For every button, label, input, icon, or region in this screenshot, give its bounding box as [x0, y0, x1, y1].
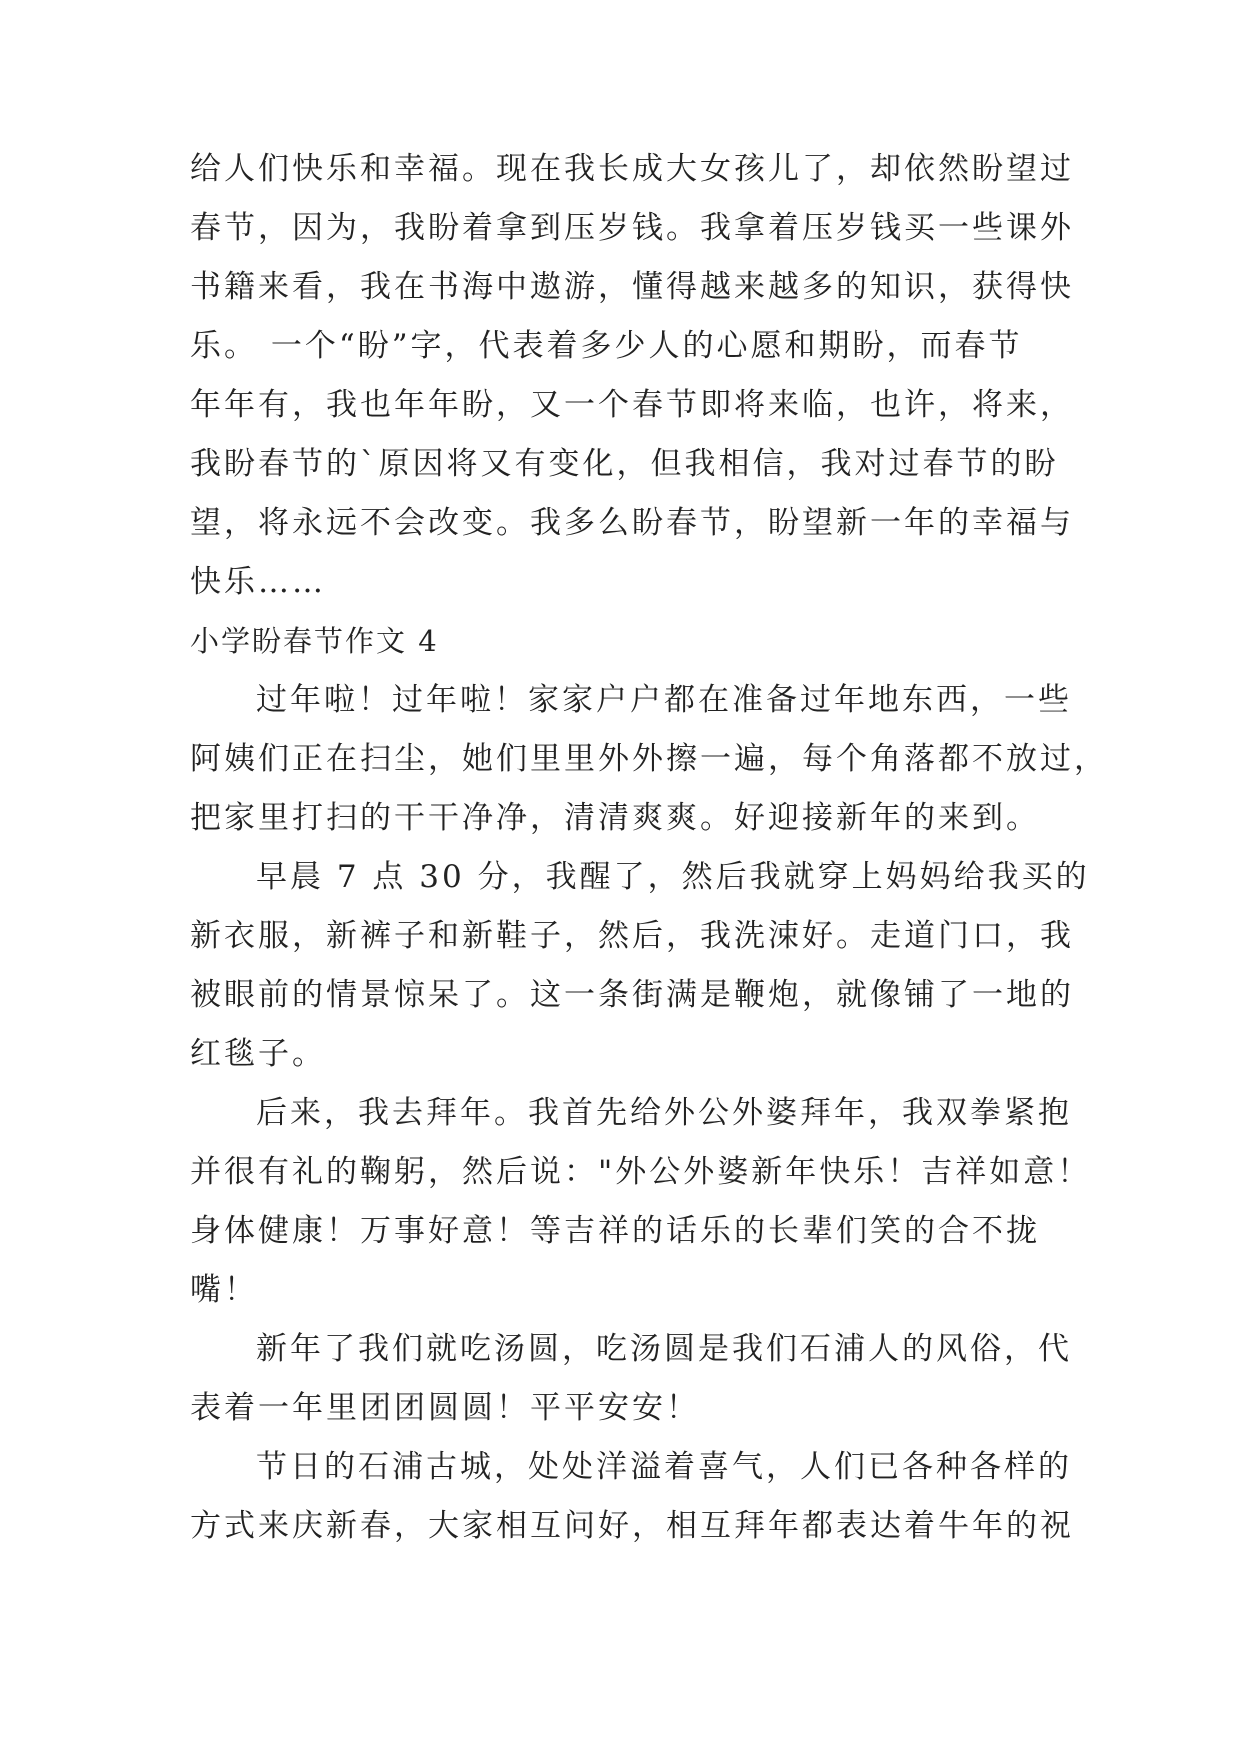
text-line: 身体健康！万事好意！等吉祥的话乐的长辈们笑的合不拢 [190, 1213, 1040, 1249]
text-line: 后来，我去拜年。我首先给外公外婆拜年，我双拳紧抱 [256, 1095, 1072, 1131]
document-body [190, 140, 1108, 1556]
text-line: 新衣服，新裤子和新鞋子，然后，我洗涑好。走道门口，我 [190, 918, 1074, 954]
text-line: 年年有，我也年年盼，又一个春节即将来临，也许，将来， [190, 387, 1074, 423]
text-line: 给人们快乐和幸福。现在我长成大女孩儿了，却依然盼望过 [190, 151, 1074, 187]
text-line: 节日的石浦古城，处处洋溢着喜气，人们已各种各样的 [256, 1449, 1072, 1485]
text-line: 书籍来看，我在书海中遨游，懂得越来越多的知识，获得快 [190, 269, 1074, 305]
text-line: 阿姨们正在扫尘，她们里里外外擦一遍，每个角落都不放过， [190, 741, 1108, 777]
text-line: 方式来庆新春，大家相互问好，相互拜年都表达着牛年的祝 [190, 1508, 1074, 1544]
text-line: 过年啦！过年啦！家家户户都在准备过年地东西，一些 [256, 682, 1072, 718]
text-line: 春节，因为，我盼着拿到压岁钱。我拿着压岁钱买一些课外 [190, 210, 1074, 246]
text-line: 嘴！ [190, 1272, 258, 1308]
text-line: 乐。 一个“盼”字，代表着多少人的心愿和期盼，而春节 [190, 328, 1023, 364]
text-line: 把家里打扫的干干净净，清清爽爽。好迎接新年的来到。 [190, 800, 1040, 836]
text-line: 快乐…… [190, 564, 326, 600]
text-line: 望，将永远不会改变。我多么盼春节，盼望新一年的幸福与 [190, 505, 1074, 541]
paragraph-4 [190, 1320, 1072, 1438]
paragraph-3 [190, 1084, 1092, 1320]
paragraph-1 [190, 671, 1108, 848]
paragraph-2 [190, 848, 1090, 1084]
text-line: 被眼前的情景惊呆了。这一条街满是鞭炮，就像铺了一地的 [190, 977, 1074, 1013]
text-line: 表着一年里团团圆圆！平平安安！ [190, 1390, 700, 1426]
text-line: 我盼春节的`原因将又有变化，但我相信，我对过春节的盼 [190, 446, 1059, 482]
paragraph-5 [190, 1438, 1074, 1556]
intro-paragraph [190, 140, 1074, 612]
text-line: 早晨 7 点 30 分，我醒了，然后我就穿上妈妈给我买的 [256, 859, 1090, 895]
text-line: 红毯子。 [190, 1036, 326, 1072]
section-title: 小学盼春节作文 4 [190, 624, 439, 658]
text-line: 并很有礼的鞠躬，然后说："外公外婆新年快乐！吉祥如意！ [190, 1154, 1092, 1190]
text-line: 新年了我们就吃汤圆，吃汤圆是我们石浦人的风俗，代 [256, 1331, 1072, 1367]
